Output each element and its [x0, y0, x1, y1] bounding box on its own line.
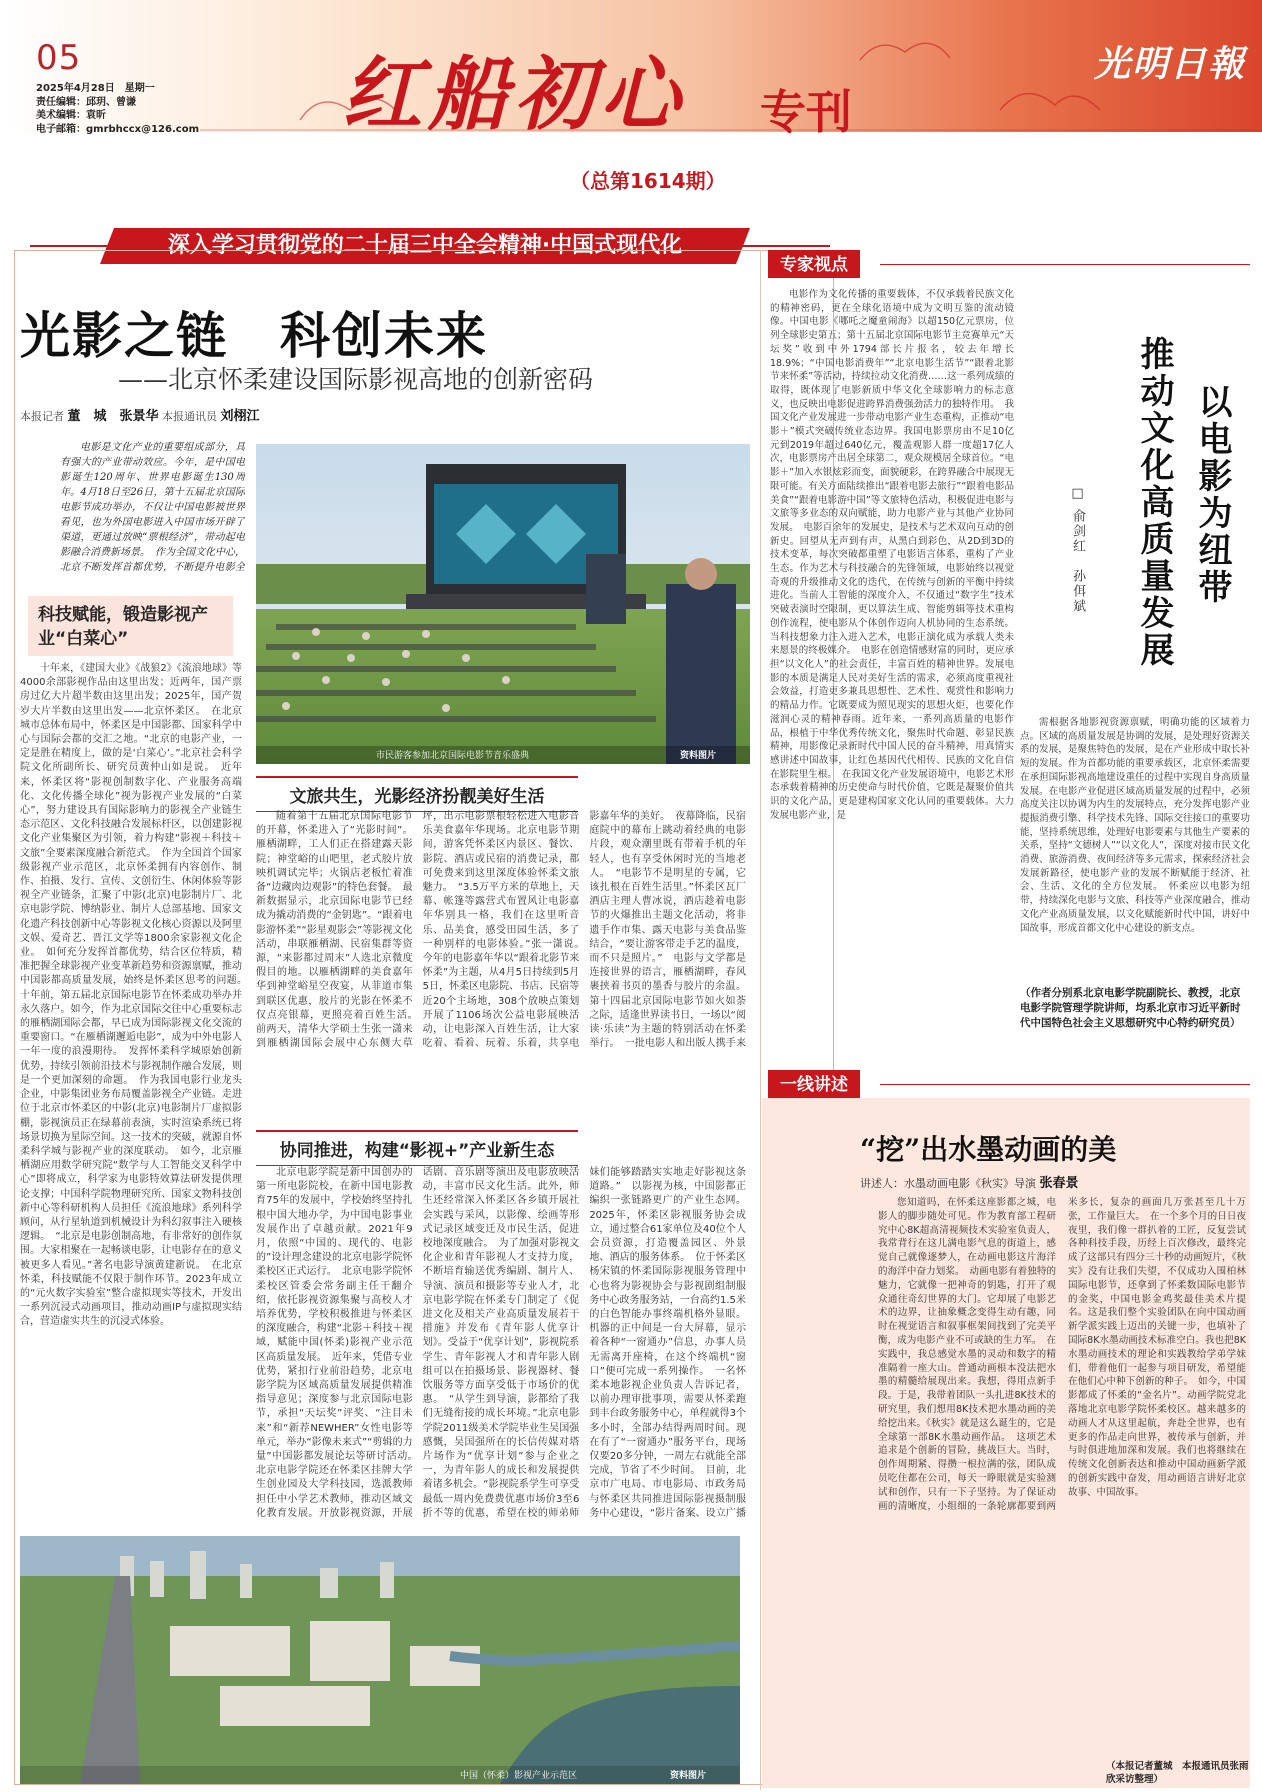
edition-info — [36, 82, 199, 136]
section2-text: 随着第十五届北京国际电影节的开幕，怀柔进入了“光影时间”。雁栖湖畔，工人们正在搭建露天影院；神堂峪的山吧里，老式胶片放映机调试完毕；火锅店老板忙着准备“边藏肉边观影”的特色套餐。 最新数据显示，北京国际电影节已经成为撬动消费的“金钥匙”。“跟着电影游怀柔”“影星观影会”等影视文化活动，串联雁栖湖、民宿集群等资源，“来影都过周末”人选北京微度假目的地。以雁栖湖畔的美食嘉年华到神堂峪星空夜宴，从菲道市集到联区优惠，胶片的光影在怀柔不仅点亮银幕，更照亮着百姓生活。 前两天，清华大学硕士生张一潇来到雁栖湖国际会展中心东侧大草坪，出示电影票根轻松进入电影音乐美食嘉年华现场。北京电影节期间，游客凭怀柔区内景区、餐饮、影院、酒店或民宿的消费记录，都可免费来到这里深度体验怀柔文旅魅力。 “3.5万平方米的草地上，天幕、帐篷等露营式布置风让电影嘉年华别具一格，我们在这里听音乐、品美食，感受田园生活，多了一种别样的电影体验。”张一潇说。 今年的电影嘉年华以“跟着北影节来怀柔”为主题，从4月5日持续到5月5日，怀柔区电影院、书店、民宿等近20个主场地，308个放映点策划开展了1106场次公益电影展映活动，让电影深入百姓生活，让大家吃着、看着、玩着、乐着，共享电影嘉年华的美好。 夜幕降临，民宿庭院中的幕布上跳动着经典的电影片段，观众潮里既有带着手机的年轻人，也有享受休闲时光的当地老人。 “电影节不是明星的专属，它该扎根在百姓生活里。”怀柔区瓦厂酒店主理人曹冰说，酒店趁着电影节的火爆推出主题文化活动，将非遗手作市集、露天电影与美食品鉴结合，“要让游客带走手艺的温度，而不只是照片。” 电影与文学都是连接世界的语言，雁栖湖畔，春风裹挟着书页的墨香与胶片的余温。第十四届北京国际电影节如火如荼之际，适逢世界读书日，一场以“阅读·乐读”为主题的特别活动在怀柔举行。 一批电影人和出版人携手来 — [256, 811, 746, 1050]
frontline-title: “挖”出水墨动画的美 — [860, 1133, 1117, 1166]
right-column-divider — [760, 250, 761, 1790]
frontline-speaker-role: 讲述人：水墨动画电影《秋实》导演 — [860, 1177, 1036, 1190]
photo2-credit: 资料图片 — [670, 1771, 707, 1781]
byline-reporters: 董 城 张景华 — [67, 409, 159, 424]
byline-mid: 本报通讯员 — [162, 410, 218, 423]
section1-text: 十年来，《建国大业》《战狼2》《流浪地球》等4000余部影视作品由这里出发；近两年，国产票房过亿大片超半数由这里出发；2025年，国产贺岁大片半数由这里出发——北京怀柔区。 在北京城市总体布局中，怀柔区是中国影都、国家科学中心与国际会都的交汇之地。“北京的电影产业，一定是胜在精度上，做的是‘白菜心’。”北京社会科学院文化所副所长、研究员黄仲山如是说。 近年来，怀柔区将“影视创制数字化、产业服务高端化、文化传播全球化”视为影视产业发展的“白菜心”，努力建设具有国际影响力的影视全产业链生态示范区、文化科技融合发展标杆区，以创建影视文化产业集聚区为引领，着力构建“影视＋科技＋文旅”全要素深度融合新范式。 作为全国首个国家级影视产业示范区，北京怀柔拥有内容创作、制作、拍摄、发行、宣传、文创衍生、休闲体验等影视全产业链条，汇聚了中影(北京)电影制片厂、北京电影学院、博纳影业、制片人总部基地、国家文化遗产科技创新中心等影视文化核心资源以及阿里文娱、爱奇艺、晋江文学等1800余家影视文化企业。 如何充分发挥首都优势，结合区位特质，精准把握全球影视产业变革新趋势和资源禀赋，推动中国影都高质量发展，始终是怀柔区思考的问题。 十年前，第五届北京国际电影节在怀柔成功举办并永久落户。如今，作为北京国际交往中心重要标志的雁栖湖国际会都，早已成为国际影视文化交流的重要窗口。“在雁栖湖邂逅电影”，成为中外电影人一年一度的浪漫期待。 发挥怀柔科学城原始创新优势，持续引领前沿技术与影视制作融合发展，则是一个更加深刻的命题。 作为我国电影行业龙头企业，中影集团业务布局覆盖影视全产业链。走进位于北京市怀柔区的中影(北京)电影制片厂虚拟影棚，影视演员正在绿幕前表演，实时渲染系统已将场景切换为星际空间。这一技术的突破，就源自怀柔科学城与影视产业的深度联动。 如今，北京雁栖湖应用数学研究院“数学与人工智能交叉科学中心”即将成立，科学家为电影特效算法研发提供理论支撑；中国科学院物理研究所、国家文物科技创新中心等科研机构人员担任《流浪地球》系列科学顾问，从行星轨道到机械设计为科幻叙事注入硬核逻辑。 “北京是电影创制高地，有非常好的创作氛围。大家相聚在一起畅谈电影，让电影存在的意义被更多人看见。”著名电影导演黄建新说。 在北京怀柔，科技赋能不仅限于制作环节。2023年成立的“元火数字实验室”整合虚拟现实等技术，开发出一系列沉浸式动画项目，推动动画IP与虚拟现实结合，营造虚实共生的沉浸式体验。 — [20, 663, 242, 1328]
section3-text: 北京电影学院是新中国创办的第一所电影院校，在新中国电影教育75年的发展中，学校始终坚持扎根中国大地办学，为中国电影事业发展作出了卓越贡献。2021年9月，依照“中国的、现代的、电影的”设计理念建设的北京电影学院怀柔校区正式运行。 北京电影学院怀柔校区管委会常务副主任干翻介绍，依托影视资源集聚与高校人才培养优势，学校积极推进与怀柔区的深度融合，构建“北影＋科技＋视域，赋能中国(怀柔)影视产业示范区高质量发展。 近年来，凭借专业优势，紧扣行业前沿趋势，北京电影学院为区域高质量发展提供精准指导意见；深度参与北京国际电影节，承担“天坛奖”评奖、“注目未来”和“新荐NEWHER”女性电影等单元，举办“影像未来式”“剪辑的力量”中国影都发展论坛等研讨活动。 北京电影学院还在怀柔区挂牌大学生创业园及大学科技园，选派教师担任中小学艺术教师，推动区域文化教育发展。开放影视资源，开展话剧、音乐剧等演出及电影放映活动，丰富市民文化生活。此外，师生还经常深入怀柔区各乡镇开展社会实践与采风，以影像、绘画等形式记录区域变迁及市民生活，促进校地深度融合。 为了加强对影视文化企业和青年影视人才支持力度，不断培育输送优秀编剧、制片人、导演、演员和摄影等专业人才，北京电影学院在怀柔专门制定了《促进文化及相关产业高质量发展若干措施》并发布《青年影人优享计划》。受益于“优享计划”，影视院系学生、青年影视人才和青年影人剧组可以在拍摄场景、影视器材、餐饮服务等方面享受低于市场价的优惠。 “从学生到导演，影都给了我们无缝衔接的成长环境。”北京电影学院2011级美术学院毕业生吴国强感慨，吴国强所在的长信传媒对塔片场作为“优享计划”参与企业之一，为青年影人的成长和发展提供着诸多机会。“影视院系学生可享受最低一周内免费费优惠市场价3至6折不等的优惠，希望在校的师弟师妹们能够踏踏实实地走好影视这条道路。” 以影视为核，中国影都正编织一张链路更广的产业生态网。2025年，怀柔区影视服务协会成立，通过整合61家单位及40位个人会员资源，打造覆盖园区、外景地、酒店的服务体系。 位于怀柔区杨宋镇的怀柔国际影视服务管理中心也将为影视协会与影视剧组制服务中心政务服务站，一台高约1.5米的白色智能办事终端机格外显眼。机器的正中间是一台大屏幕，显示着各种“一窗通办”信息，办事人员无需离开座椅，在这个终端机“窗口”便可完成一系列操作。 一名怀柔本地影视企业负责人告诉记者，以前办理审批事项，需要从怀柔跑到丰台政务服务中心，单程就得3个多小时，全部办结得两周时间。现在有了“一窗通办”服务平台，现场仅要20多分钟，一周左右就能全部完成，节省了不少时间。 目前，北京市广电局、市电影局、市政务局与怀柔区共同推进国际影视摄制服务中心建设，“影片备案、设立广播 — [256, 1167, 746, 1519]
banner-text: 深入学习贯彻党的二十届三中全会精神·中国式现代化 — [167, 233, 683, 258]
photo1-caption: 市民游客参加北京国际电影节音乐盛典 — [376, 751, 530, 761]
frontline-body — [878, 1196, 1246, 1758]
aerial-city-illustration — [20, 1536, 740, 1784]
expert-title-line2: 推动文化高质量发展 — [1134, 336, 1174, 669]
edition-date: 2025年4月28日 星期一 — [36, 83, 155, 94]
article-lead — [60, 440, 245, 575]
article-lead-text: 电影是文化产业的重要组成部分，具有强大的产业带动效应。今年，是中国电影诞生120周年、世界电影诞生130周年。4月18日至26日，第十五届北京国际电影节成功举办，不仅让中国电影被世界看见，也为外国电影进入中国市场开辟了渠道，更通过放映“票根经济”，带动起电影融合消费新场景。 作为全国文化中心，北京不断发挥首都优势，不断提升电影全 — [60, 442, 245, 573]
expert-body-2 — [1020, 716, 1250, 982]
page-number: 05 — [36, 38, 82, 78]
column-title: 红船初心 — [342, 47, 686, 141]
section1-title: 科技赋能，锻造影视产业“白菜心” — [38, 605, 208, 649]
industry-zone-aerial-photo — [20, 1536, 740, 1784]
expert-text-2: 需根据各地影视资源禀赋，明确功能的区域着力点。区域的高质量发展是协调的发展，是处理好资源关系的发展，是聚焦特色的发展，是在产业形成中取长补短的发展。作为首都功能的重要承载区，北京怀柔需要在承担国际影视高地建设重任的过程中实现自身高质量发展。在电影产业促进区域高质量发展的过程中，必须高度关注以协调为内生的发展特点，充分发挥电影产业提振消费引擎、科学技术先锋、国际交往接口的重要功能，坚持系统思维，处理好电影要素与其他生产要素的关系，坚持“文德树人”“以文化人”，深度对接市民文化消费、旅游消费、夜间经济等多元需求，探索经济社会发展新路径，使电影产业的发展不断赋能于经济、社会、生活、文化的全方位发展。 怀柔应以电影为纽带，持续深化电影与文旅、科技等产业深度融合，推动文化产业高质量发展，以文化赋能新时代中国，讲好中国故事，形成首都文化中心建设的新支点。 — [1020, 717, 1250, 934]
newspaper-logo: 光明日報 — [1094, 43, 1247, 85]
edition-email: 电子邮箱：gmrbhccx@126.com — [36, 123, 199, 135]
section1-body — [20, 662, 242, 1662]
expert-title-line1: 以电影为纽带 — [1192, 384, 1232, 606]
edition-editor: 责任编辑：邱玥、曾谦 — [36, 96, 136, 108]
issue-number: （总第1614期） — [570, 169, 726, 193]
expert-text-1: 电影作为文化传播的重要载体，不仅承载着民族文化的精神密码，更在全球化语境中成为文明互鉴的流动镜像。中国电影《哪吒之魔童闹海》以超150亿元票房，位列全球影史第五；第十五届北京国际电影节主竞赛单元“天坛奖”收到中外1794部长片报名，较去年增长18.9%；“中国电影消费年”“北京电影生活节”“跟着北影节来怀柔”等活动，持续拉动文化消费……这一系列成绩的取得，既体现了电影新质中华文化全球影响力的标志意义，也反映出电影促进跨界消费强劲活力的独特作用。 我国文化产业发展进一步带动电影产业生态重构，正推动“电影＋”模式突破传统业态边界。我国电影票房由不足10亿元到2019年超过640亿元，覆盖观影人群一度超17亿人次，电影票房产出居全球第二，观众规模居全球首位。“电影＋”加入水银炫彩而变，面貌硬彩，在跨界融合中展现无限可能。有关方面陆续推出“跟着电影去旅行”“跟着电影品美食”“跟着电影游中国”等文旅特色活动，积极促进电影与文旅等多业态的双向赋能，助力电影产业与其他产业协同发展。 电影百余年的发展史，是技术与艺术双向互动的创新史。回望从无声到有声，从黑白到彩色，从2D到3D的技术变革，每次突破都重塑了电影语言体系，重构了产业生态。作为艺术与科技融合的先锋领域，电影始终以视觉奇观的升级推动文化的迭代，在传统与创新的平衡中持续进化。当前人工智能的深度介入，不仅通过“数字生”技术突破表演时空限制，更以算法生成、智能剪辑等技术重构创作流程，使电影从个体创作迈向人机协同的生态系统。当科技想象力注入进入艺术，电影正演化成为承载人类未来愿景的终极媒介。 电影在创造情感财富的同时，更应承担“以文化人”的社会责任，丰富百姓的精神世界。发展电影的本质是满足人民对美好生活的需求，必须高度重视社会效益，打造更多兼具思想性、艺术性、观赏性和影响力的精品力作。它既要成为照见现实的思想火炬，也要化作滋润心灵的精神春雨。近年来，一系列高质量的电影作品，根植于中华优秀传统文化，聚焦时代命题、彰显民族精神，用影像记录新时代中国人民的奋斗精神，用真情实感讲述中国故事，让红色基因代代相传、民族的文化自信在影院里生根。 在我国文化产业发展语境中，电影艺术形态承载着精神的历史使命与时代价值，它既是凝聚价值共识的文化产品，更是建构国家文化认同的重要载体。大力发展电影产业，是 — [770, 289, 1014, 821]
article-headline: 光影之链 科创未来 — [20, 306, 488, 365]
article-subheadline: ——北京怀柔建设国际影视高地的创新密码 — [118, 365, 594, 394]
expert-authors: □ 俞剑红 孙佴斌 — [1070, 486, 1085, 615]
frontline-speaker-name: 张春景 — [1039, 1176, 1079, 1191]
frontline-note: （本报记者董城 本报通讯员张雨欣采访整理） — [1106, 1761, 1249, 1785]
frontline-text: 您知道吗，在怀柔这座影都之城，电影人的脚步随处可见。作为教育部工程研究中心8K超高清视频技术实验室负责人，我常背行在这儿满电影气息的街道上，感觉自己就像逐梦人，在动画电影这片海洋的海洋中奋力划桨。 动画电影有着独特的魅力，它就像一把神奇的钥匙，打开了观众通往奇幻世界的大门。它却展了电影艺术的边界，让抽象概念变得生动有趣，同时在视觉语言和叙事框架间找到了完美平衡，成为电影产业不可或缺的生力军。 在实践中，我总感觉水墨的灵动和数字的精准隔着一座大山。普通动画根本没法把水墨的精髓给展现出来。我想，得用点新手段。于是，我带着团队一头扎进8K技术的研究里，我们想用8K技术把水墨动画的美给挖出来。《秋实》就是这么诞生的，它是全球第一部8K水墨动画作品。 这项艺术追求是个创新的冒险，挑战巨大。当时，创作周期紧、得攒一根拉满的弦，团队成员吃住都在公司，每天一睁眼就是实验测试和创作，只有一下子坚持。为了保证动画的清晰度，小组细的一条轮廓都要到两米多长，复杂的画面几万张甚至几十万张，工作量巨大。 在一个多个月的日日夜夜里，我们像一群扒着的工匠，反复尝试各种科技手段，历经上百次修改，最终完成了这部只有四分三十秒的动画短片，《秋实》没有让我们失望，不仅成功入围柏林国际电影节，还拿到了怀柔数国际电影节的金奖，中国电影金鸡奖最佳美术片提名。这是我们整个实验团队在向中国动画新学派实践上迈出的关键一步，也填补了国际8K水墨动画技术标准空白。我也把8K水墨动画技术的理论和实践教给学弟学妹们，带着他们一起参与项目研发，希望能在他们心中种下创新的种子。 如今，中国影都成了怀柔的“金名片”。动画学院党北落地北京电影学院怀柔校区。越来越多的动画人才从这里起航，奔赴全世界，也有更多的作品走向世界，被传承与创新，并与时俱进地加深和发展。我们也将继续在传统文化创新表达和推动中国动画新学派的创新实践中奋发，用动画语言讲好北京故事、中国故事。 — [878, 1197, 1246, 1512]
expert-view-tag: 专家视点 — [768, 250, 860, 278]
photo2-caption: 中国（怀柔）影视产业示范区 — [460, 1771, 578, 1781]
frontline-tag: 一线讲述 — [768, 1070, 860, 1098]
frontline-speaker — [860, 1172, 1079, 1191]
section3-body — [256, 1166, 746, 1526]
article-byline — [20, 405, 260, 424]
edition-art-editor: 美术编辑：袁昕 — [36, 110, 106, 121]
photo1-credit: 资料图片 — [680, 751, 717, 761]
byline-prefix: 本报记者 — [20, 410, 64, 423]
section2-body — [256, 810, 746, 1060]
expert-author-note: （作者分别系北京电影学院副院长、教授，北京电影学院管理学院讲师，均系北京市习近平新时代中国特色社会主义思想研究中心特约研究员） — [1020, 987, 1241, 1029]
festival-concert-photo — [256, 444, 750, 764]
section2-title: 文旅共生，光影经济扮靓美好生活 — [256, 776, 578, 812]
expert-body-1 — [770, 288, 1014, 826]
concert-scene-illustration — [256, 444, 750, 764]
column-subtitle: 专刊 — [760, 85, 852, 139]
expert-view-rule — [880, 264, 1250, 265]
section3-title: 协同推进，构建“影视+”产业新生态 — [256, 1130, 578, 1166]
frontline-rule — [880, 1084, 1250, 1085]
masthead — [0, 0, 1262, 225]
byline-correspondent: 刘栩江 — [220, 409, 260, 424]
